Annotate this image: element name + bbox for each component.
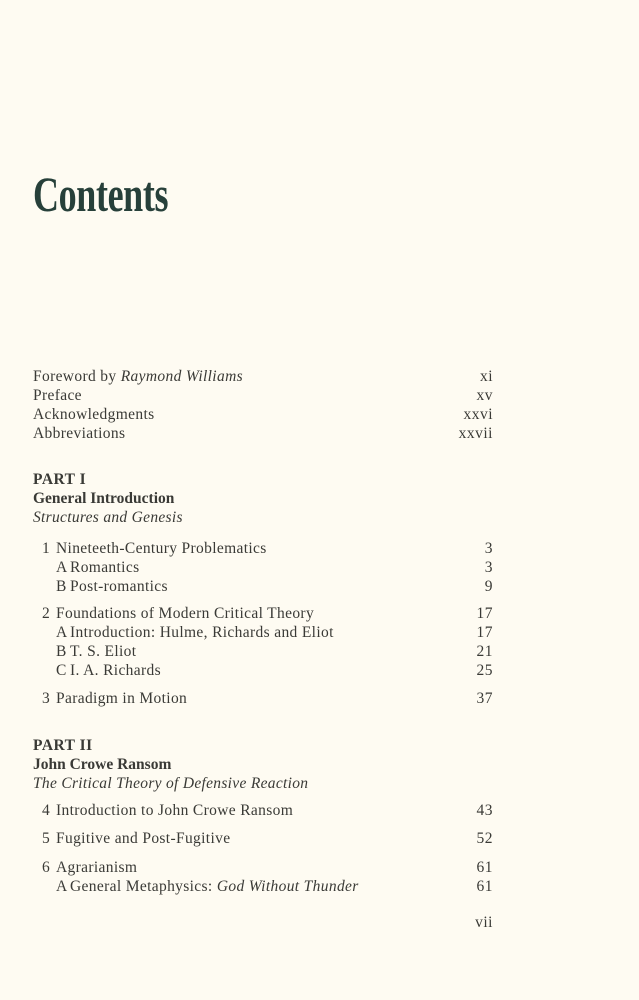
- toc-chapter-3[interactable]: [33, 689, 493, 708]
- page-number: xv: [476, 387, 493, 404]
- section-letter: B: [56, 578, 67, 595]
- page-number: 52: [476, 830, 493, 847]
- part-subtitle: The Critical Theory of Defensive Reaction: [33, 775, 309, 792]
- entry-label: Foreword by Raymond Williams: [33, 368, 243, 385]
- section-letter: A: [56, 878, 68, 895]
- toc-entry-abbreviations[interactable]: [33, 424, 493, 443]
- chapter-title: Agrarianism: [56, 859, 138, 876]
- page-number: 17: [476, 624, 493, 641]
- toc-section-2a[interactable]: [33, 623, 493, 642]
- page-number: 43: [476, 802, 493, 819]
- page-number: xxvi: [463, 406, 493, 423]
- section-title: Romantics: [70, 559, 140, 576]
- chapter-title: Foundations of Modern Critical Theory: [56, 605, 315, 622]
- page-number: 61: [476, 859, 493, 876]
- toc-chapter-5[interactable]: [33, 829, 493, 848]
- section-title: Introduction: Hulme, Richards and Eliot: [70, 624, 334, 641]
- chapter-number: 3: [42, 690, 51, 707]
- page-number: xxvii: [458, 425, 493, 442]
- chapter-title: Introduction to John Crowe Ransom: [56, 802, 294, 819]
- page-title: Contents: [33, 166, 169, 222]
- page-number: 9: [484, 578, 493, 595]
- page-number: 25: [476, 662, 493, 679]
- chapter-title: Nineteeth-Century Problematics: [56, 540, 267, 557]
- chapter-title: Fugitive and Post-Fugitive: [56, 830, 231, 847]
- entry-label: Acknowledgments: [33, 406, 155, 423]
- part-subtitle: Structures and Genesis: [33, 509, 183, 526]
- section-letter: B: [56, 643, 67, 660]
- page-number: 3: [484, 559, 493, 576]
- folio-page-number: vii: [475, 914, 493, 931]
- toc-chapter-6[interactable]: [33, 858, 493, 877]
- section-title: I. A. Richards: [70, 662, 161, 679]
- toc-chapter-4[interactable]: [33, 801, 493, 820]
- part-title: General Introduction: [33, 490, 175, 507]
- section-title: General Metaphysics:: [70, 878, 217, 895]
- part-label: PART II: [33, 737, 93, 754]
- section-letter: A: [56, 559, 68, 576]
- toc-section-1a[interactable]: [33, 558, 493, 577]
- part-title: John Crowe Ransom: [33, 756, 172, 773]
- chapter-number: 1: [42, 540, 51, 557]
- book-title: God Without Thunder: [216, 878, 359, 895]
- section-letter: C: [56, 662, 67, 679]
- section-letter: A: [56, 624, 68, 641]
- toc-section-1b[interactable]: [33, 577, 493, 596]
- entry-label: Preface: [33, 387, 82, 404]
- page-number: 3: [484, 540, 493, 557]
- chapter-number: 2: [42, 605, 51, 622]
- page-number: 21: [476, 643, 493, 660]
- entry-label: Abbreviations: [33, 425, 126, 442]
- chapter-number: 4: [42, 802, 51, 819]
- toc-entry-preface[interactable]: [33, 386, 493, 405]
- toc-section-6a[interactable]: [33, 877, 493, 896]
- author-name: Raymond Williams: [120, 368, 243, 385]
- section-title: T. S. Eliot: [70, 643, 137, 660]
- part-label: PART I: [33, 471, 87, 488]
- chapter-number: 6: [42, 859, 51, 876]
- page-number: 61: [476, 878, 493, 895]
- page-number: xi: [479, 368, 493, 385]
- page-number: 17: [476, 605, 493, 622]
- chapter-number: 5: [42, 830, 51, 847]
- chapter-title: Paradigm in Motion: [56, 690, 188, 707]
- toc-chapter-2[interactable]: [33, 604, 493, 623]
- toc-entry-foreword[interactable]: [33, 367, 493, 386]
- toc-section-2c[interactable]: [33, 661, 493, 680]
- section-title: Post-romantics: [70, 578, 168, 595]
- toc-entry-acknowledgments[interactable]: [33, 405, 493, 424]
- toc-chapter-1[interactable]: [33, 539, 493, 558]
- page-number: 37: [476, 690, 493, 707]
- toc-section-2b[interactable]: [33, 642, 493, 661]
